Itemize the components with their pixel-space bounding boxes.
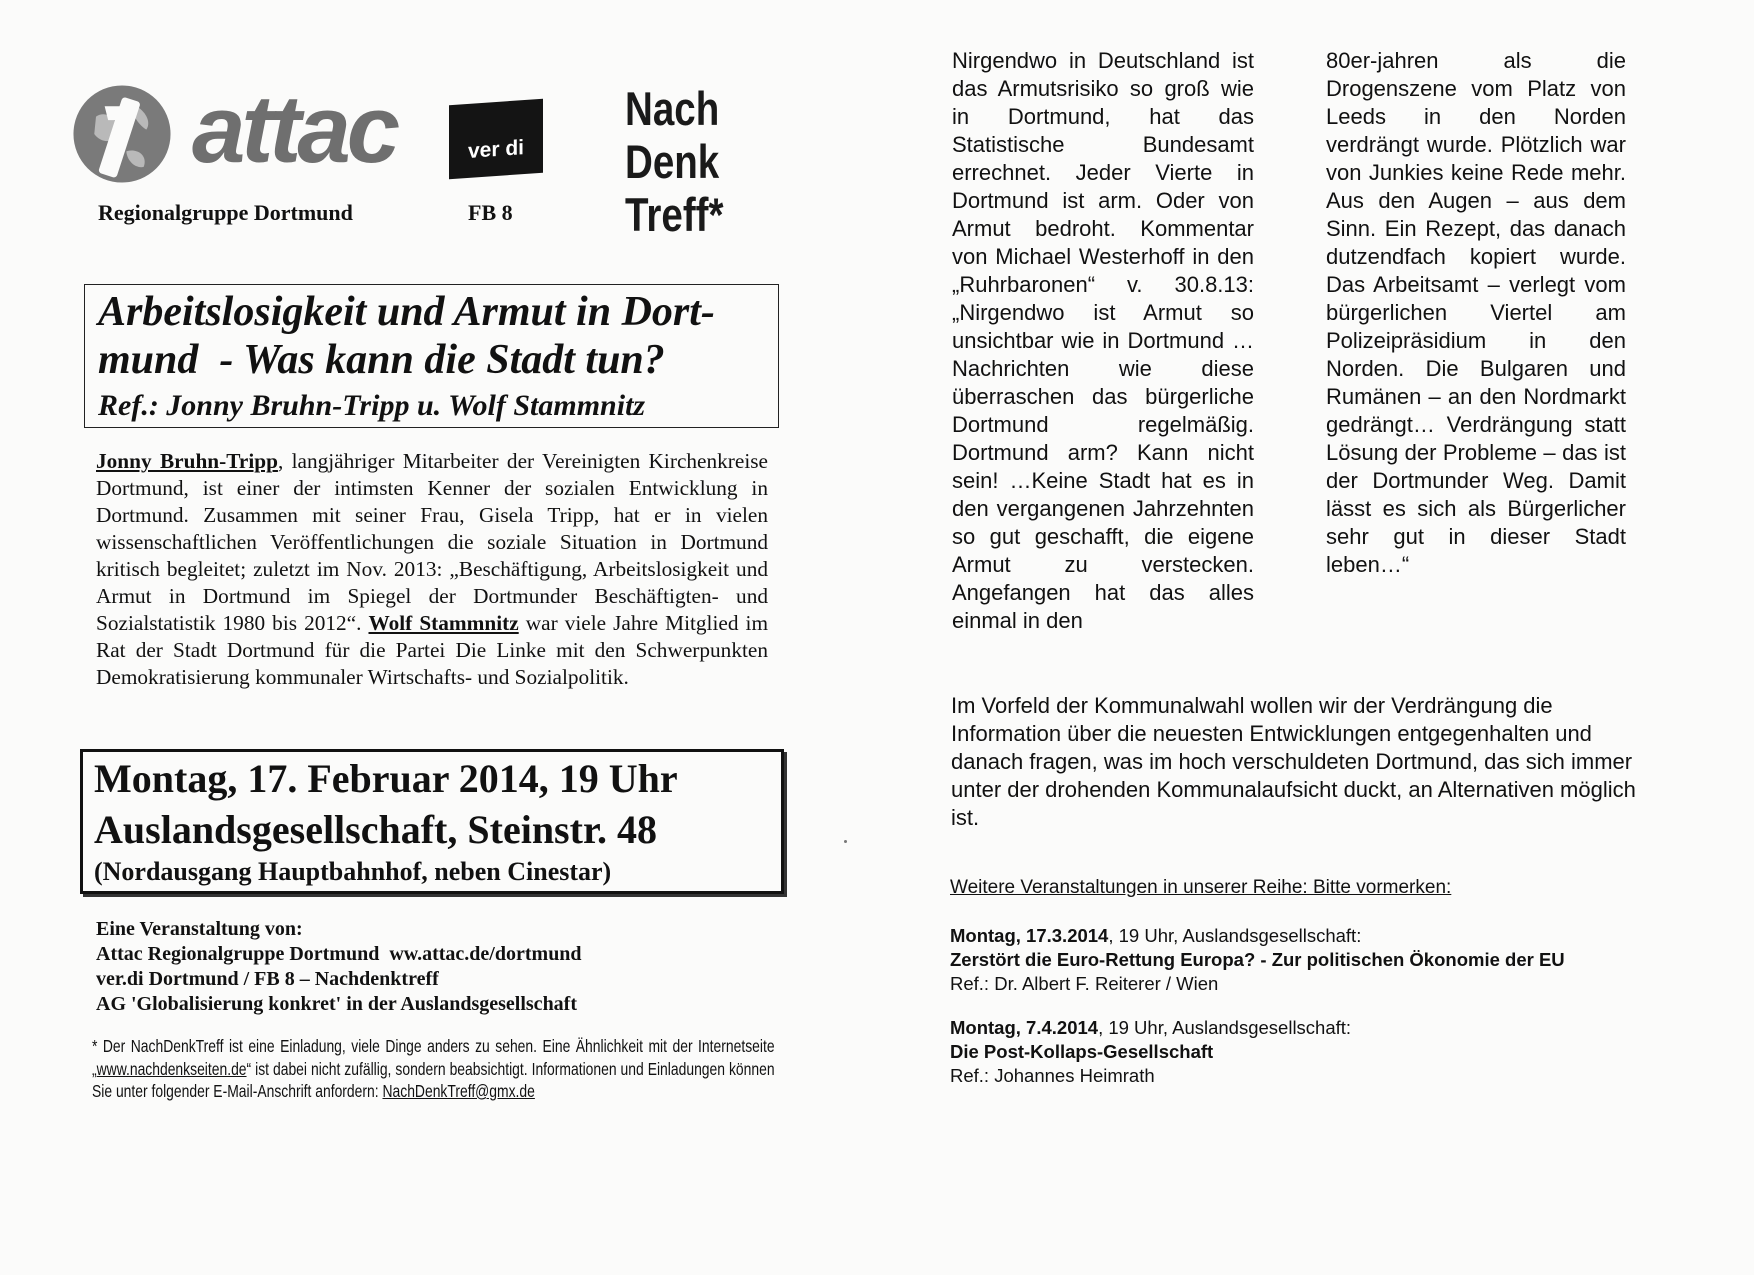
upcoming-event	[950, 1016, 1670, 1088]
article-column-2: 80er-jahren als die Drogenszene vom Platz von Leeds in den Norden verdrängt wurde. Plötzlich war von Junkies keine Rede mehr. Aus den Augen – aus dem Sinn. Ein Rezept, das danach dutzendfach kopiert wurde. Das Arbeitsamt – verlegt vom bürgerlichen Viertel am Polizeipräsidium in den Norden. Die Bulgaren und Rumänen – an den Nordmarkt gedrängt… Verdrängung statt Lösung der Probleme – das ist der Dortmunder Weg. Damit lässt es sich als Bürgerlicher sehr gut in dieser Stadt leben…“	[1326, 48, 1626, 577]
footnote-email-link[interactable]: NachDenkTreff@gmx.de	[382, 1081, 535, 1101]
speakers-line: Ref.: Jonny Bruhn-Tripp u. Wolf Stammnitz	[98, 389, 646, 422]
bio-text: war viele Jahre Mitglied im Rat der Stadt Dortmund für die Partei Die Linke mit den Schwerpunkten Demokratisierung kommunaler Wirtschafts- und Sozialpolitik.	[96, 611, 769, 689]
upcoming-event-date: Montag, 17.3.2014	[950, 925, 1109, 946]
nachdenktreff-logo	[625, 82, 724, 241]
footnote-text: “ ist dabei nicht zufällig, sondern beabsichtigt. Informationen und Einladungen können Sie unter folgender E-Mail-Anschrift anfordern:	[92, 1058, 775, 1101]
nachdenktreff-line: Treff*	[625, 188, 724, 241]
upcoming-event	[950, 924, 1670, 996]
more-events-heading: Weitere Veranstaltungen in unserer Reihe: Bitte vormerken:	[950, 877, 1452, 898]
upcoming-event-ref: Ref.: Johannes Heimrath	[950, 1065, 1155, 1086]
verdi-logo	[449, 99, 543, 180]
event-title-line: Arbeitslosigkeit und Armut in Dort-	[98, 289, 715, 335]
upcoming-event-time-place: , 19 Uhr, Auslandsgesellschaft:	[1108, 925, 1362, 946]
upcoming-event-time-place: , 19 Uhr, Auslandsgesellschaft:	[1098, 1017, 1352, 1038]
attac-caption: Regionalgruppe Dortmund	[98, 200, 353, 225]
upcoming-event-date: Montag, 7.4.2014	[950, 1017, 1099, 1038]
upcoming-event-ref: Ref.: Dr. Albert F. Reiterer / Wien	[950, 973, 1219, 994]
event-venue: Auslandsgesellschaft, Steinstr. 48	[94, 807, 658, 852]
organizer-line: ver.di Dortmund / FB 8 – Nachdenktreff	[96, 968, 439, 990]
event-directions: (Nordausgang Hauptbahnhof, neben Cinestar)	[94, 857, 612, 886]
scan-speck	[844, 840, 847, 843]
speaker-name: Jonny Bruhn-Tripp	[96, 449, 278, 473]
upcoming-event-title: Zerstört die Euro-Rettung Europa? - Zur politischen Ökonomie der EU	[950, 949, 1565, 970]
organizer-line: AG 'Globalisierung konkret' in der Auslandsgesellschaft	[96, 993, 578, 1015]
verdi-logo-text: ver di	[467, 136, 525, 163]
nachdenktreff-line: Denk	[625, 135, 720, 188]
verdi-caption: FB 8	[468, 200, 513, 225]
nachdenktreff-line: Nach	[625, 82, 720, 135]
event-title-line: mund - Was kann die Stadt tun?	[98, 337, 665, 383]
speaker-bio	[96, 448, 768, 691]
footnote	[92, 1035, 783, 1103]
event-title	[98, 288, 778, 384]
footnote-website-link[interactable]: www.nachdenkseiten.de	[96, 1058, 247, 1079]
event-date: Montag, 17. Februar 2014, 19 Uhr	[94, 756, 678, 801]
attac-wordmark: attac	[192, 76, 397, 183]
speaker-name: Wolf Stammnitz	[368, 611, 519, 635]
organizer-line: Attac Regionalgruppe Dortmund ww.attac.de/dortmund	[96, 943, 582, 965]
intro-paragraph: Im Vorfeld der Kommunalwahl wollen wir der Verdrängung die Information über die neuesten Entwicklungen entgegenhalten und danach fragen, was im hoch verschuldeten Dortmund, das sich immer unter der drohenden Kommunalaufsicht duckt, an Alternativen möglich ist.	[951, 693, 1636, 830]
upcoming-event-title: Die Post-Kollaps-Gesellschaft	[950, 1041, 1214, 1062]
attac-logo	[70, 82, 174, 186]
footnote-text: * Der NachDenkTreff ist eine Einladung, viele Dinge anders zu sehen. Eine Ähnlichkeit mit der Internetseite „	[92, 1036, 783, 1079]
organizer-heading: Eine Veranstaltung von:	[96, 918, 303, 940]
organizer-block	[96, 917, 582, 1017]
bio-text: , langjähriger Mitarbeiter der Vereinigten Kirchenkreise Dortmund, ist einer der intimsten Kenner der sozialen Entwicklung in Dortmund. Zusammen mit seiner Frau, Gisela Tripp, hat er in vielen wissenschaftlichen Veröffentlichungen die soziale Situation in Dortmund kritisch begleitet; zuletzt im Nov. 2013: „Beschäftigung, Arbeitslosigkeit und Armut in Dortmund im Spiegel der Dortmunder Beschäftigten- und Sozialstatistik 1980 bis 2012“.	[96, 449, 768, 635]
article-column-1: Nirgendwo in Deutschland ist das Armutsrisiko so groß wie in Dortmund, hat das Statistische Bundesamt errechnet. Jeder Vierte in Dortmund ist arm. Oder von Armut bedroht. Kommentar von Michael Westerhoff in den „Ruhrbaronen“ v. 30.8.13: „Nirgendwo ist Armut so unsichtbar wie in Dortmund … Nachrichten wie diese überraschen das bürgerliche Dortmund regelmäßig. Dortmund arm? Kann nicht sein! …Keine Stadt hat es in den vergangenen Jahrzehnten so gut geschafft, die eigene Armut zu verstecken. Angefangen hat das alles einmal in den	[952, 48, 1254, 633]
